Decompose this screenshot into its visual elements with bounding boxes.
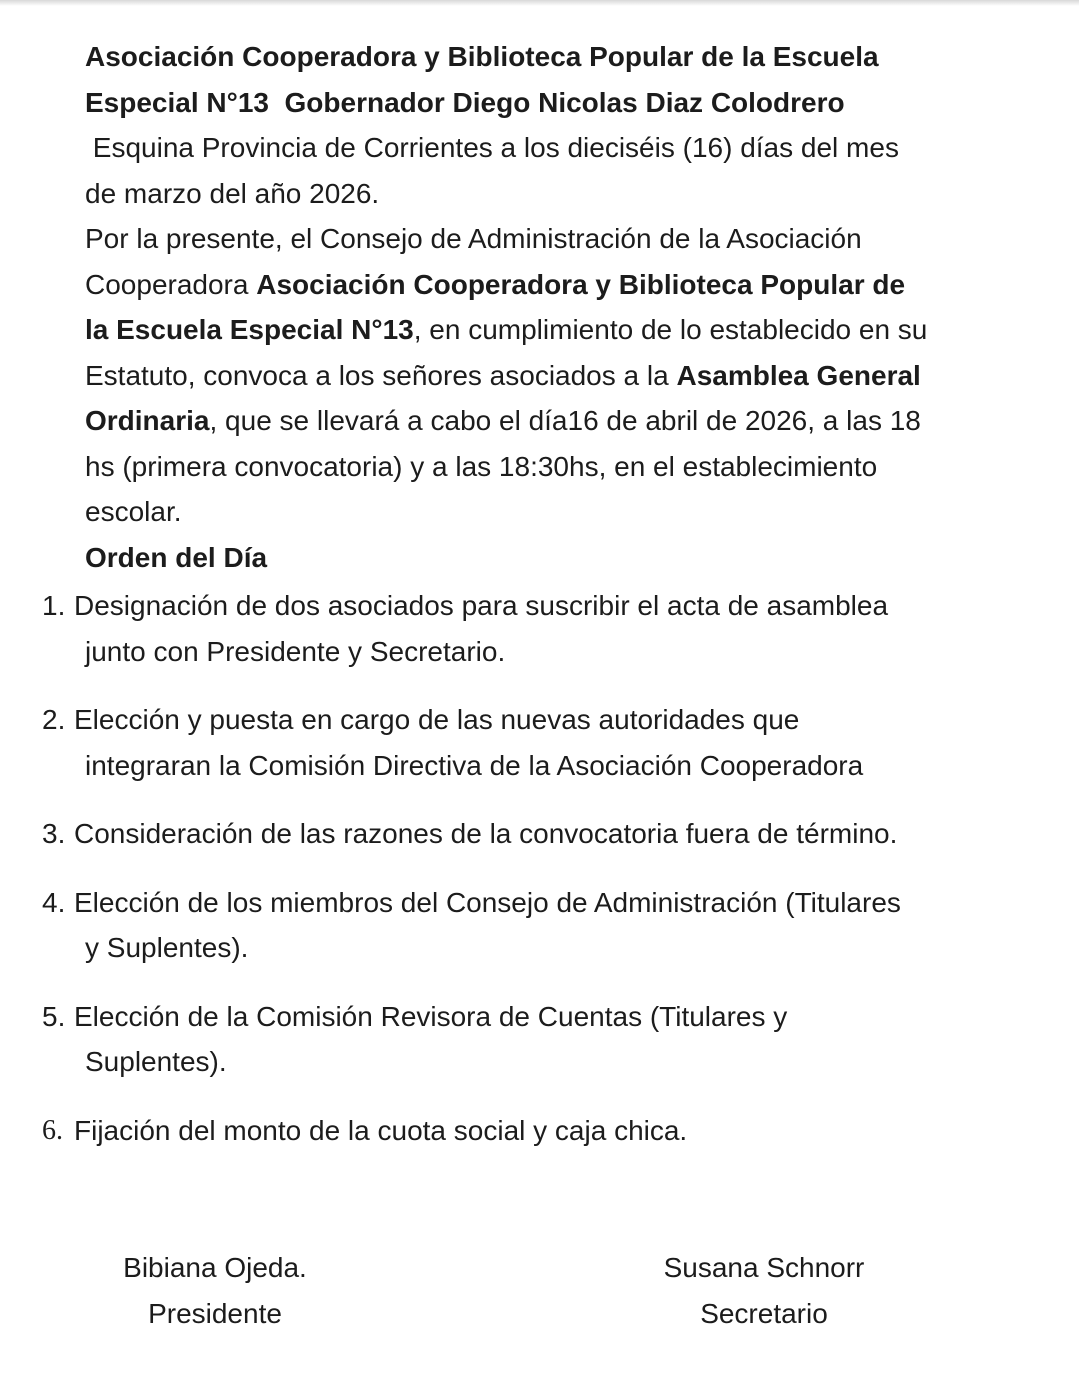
signature-secretary-name: Susana Schnorr <box>663 1252 865 1283</box>
text-segment: Estatuto, convoca a los señores asociados a la <box>85 359 677 391</box>
order-item-line: integraran la Comisión Directiva de la Asociación Cooperadora <box>85 749 864 781</box>
document-line <box>0 80 1079 126</box>
text-segment: Asamblea General <box>676 359 921 391</box>
order-item-line: Elección de los miembros del Consejo de Administración (Titulares <box>74 886 901 918</box>
order-item-line: Consideración de las razones de la convocatoria fuera de término. <box>74 818 898 849</box>
document-line <box>0 125 1079 171</box>
text-segment: Cooperadora <box>85 268 257 300</box>
text-segment: , en cumplimiento de lo establecido en su <box>413 314 928 345</box>
document-line <box>0 444 1079 490</box>
document-line <box>0 398 1079 444</box>
document-line <box>0 171 1079 217</box>
order-of-day-heading: Orden del Día <box>85 541 268 573</box>
order-item <box>0 583 1079 674</box>
document-line <box>0 216 1079 262</box>
signature-president <box>85 1245 345 1336</box>
order-item-line: Elección de la Comisión Revisora de Cuentas (Titulares y <box>74 1000 788 1032</box>
order-item-line: Elección y puesta en cargo de las nuevas autoridades que <box>74 704 800 735</box>
order-item <box>0 1108 1079 1154</box>
order-of-day-list <box>0 583 1079 1153</box>
order-item <box>0 994 1079 1085</box>
text-segment: Esquina Provincia de Corrientes a los dieciséis (16) días del mes <box>85 132 899 163</box>
order-item-line: Designación de dos asociados para suscribir el acta de asamblea <box>74 590 889 621</box>
text-segment: Por la presente, el Consejo de Administración de la Asociación <box>85 223 862 254</box>
order-item-number: 2. <box>42 704 66 735</box>
document-line <box>0 489 1079 535</box>
text-segment: de marzo del año 2026. <box>85 177 380 209</box>
order-item-number: 1. <box>42 590 66 621</box>
document-line <box>0 262 1079 308</box>
order-item-line: junto con Presidente y Secretario. <box>85 635 506 667</box>
document-body <box>0 34 1079 535</box>
order-item-line: Fijación del monto de la cuota social y caja chica. <box>74 1114 688 1146</box>
document-line <box>0 353 1079 399</box>
signature-president-role: Presidente <box>148 1297 282 1329</box>
document-line <box>0 307 1079 353</box>
order-item-number: 6. <box>42 1114 63 1146</box>
signature-secretary-role: Secretario <box>700 1297 828 1329</box>
signature-president-name: Bibiana Ojeda. <box>123 1252 307 1283</box>
text-segment: la Escuela Especial N°13 <box>85 314 414 345</box>
order-item-number: 5. <box>42 1000 66 1032</box>
text-segment: Asociación Cooperadora y Biblioteca Popular de <box>256 268 906 300</box>
signature-secretary <box>634 1245 894 1336</box>
order-item-number: 4. <box>42 886 66 918</box>
order-item-number: 3. <box>42 818 66 849</box>
order-item <box>0 811 1079 857</box>
order-item-line: Suplentes). <box>85 1046 227 1077</box>
text-segment: Asociación Cooperadora y Biblioteca Popular de la Escuela <box>85 41 879 72</box>
order-item <box>0 880 1079 971</box>
text-segment: Ordinaria <box>85 405 210 436</box>
document-line <box>0 34 1079 80</box>
text-segment: , que se llevará a cabo el día16 de abril de 2026, a las 18 <box>209 405 921 436</box>
text-segment: Especial N°13 Gobernador Diego Nicolas Diaz Colodrero <box>85 86 845 118</box>
document-page <box>0 6 1079 1340</box>
signature-block <box>0 1245 1079 1340</box>
order-item-line: y Suplentes). <box>85 932 249 963</box>
text-segment: escolar. <box>85 496 182 527</box>
order-item <box>0 697 1079 788</box>
text-segment: hs (primera convocatoria) y a las 18:30hs, en el establecimiento <box>85 450 878 482</box>
